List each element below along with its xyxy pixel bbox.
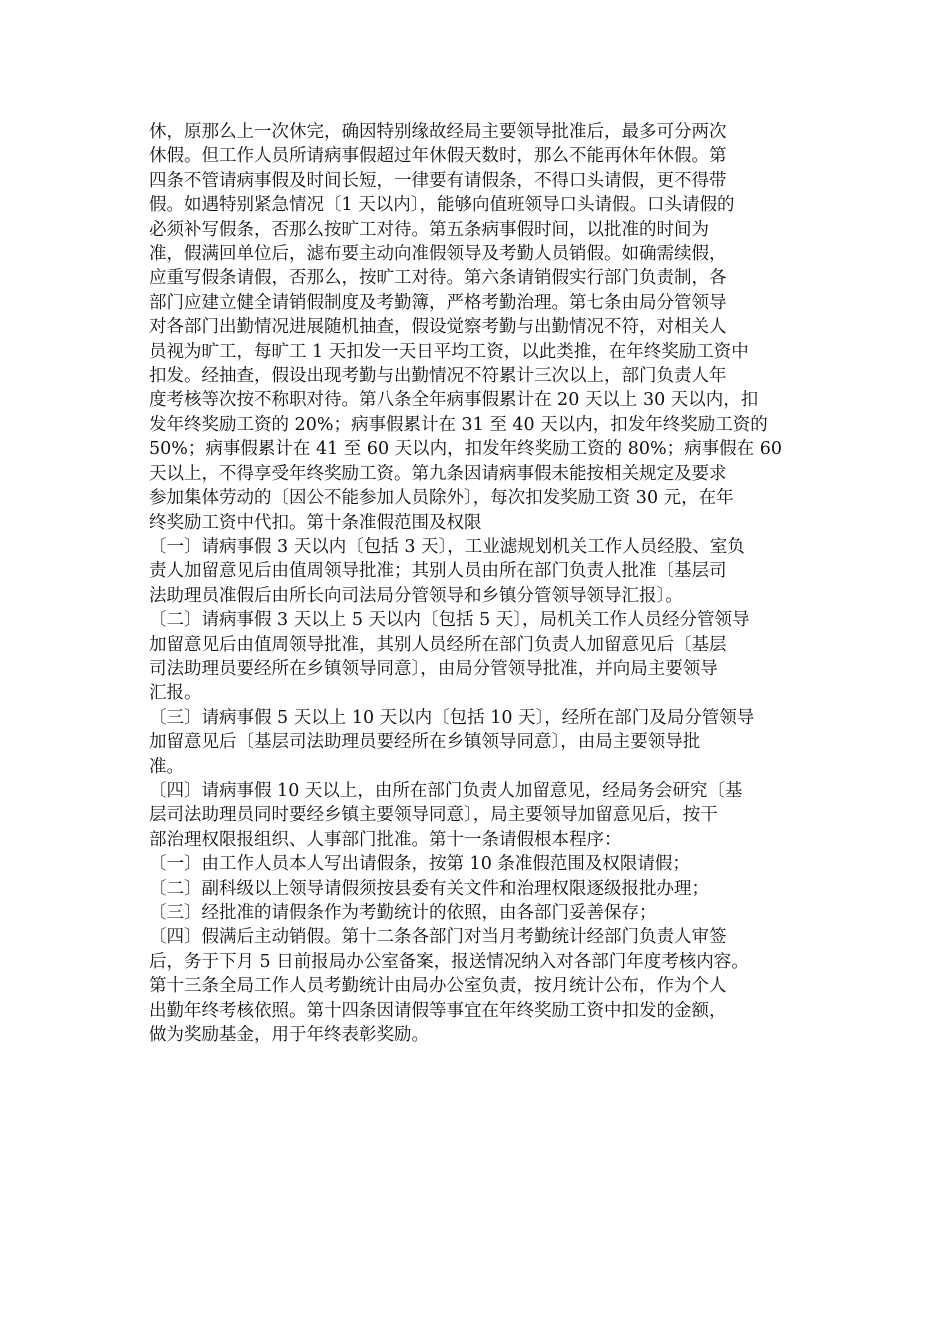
- text-line: 〔二〕请病事假 3 天以上 5 天以内〔包括 5 天〕，局机关工作人员经分管领导: [149, 610, 750, 631]
- text-line: 必须补写假条，否那么按旷工对待。第五条病事假时间，以批准的时间为: [149, 219, 709, 240]
- text-line: 假。如遇特别紧急情况〔1 天以内〕，能够向值班领导口头请假。口头请假的: [149, 195, 735, 216]
- text-line: 第十三条全局工作人员考勤统计由局办公室负责，按月统计公布，作为个人: [149, 976, 727, 997]
- document-page: [149, 120, 809, 1047]
- text-line: 四条不管请病事假及时间长短，一律要有请假条，不得口头请假，更不得带: [149, 170, 727, 191]
- text-line: 后，务于下月 5 日前报局办公室备案，报送情况纳入对各部门年度考核内容。: [149, 951, 749, 972]
- text-line: 加留意见后〔基层司法助理员要经所在乡镇领导同意〕，由局主要领导批: [149, 732, 701, 753]
- paragraph-leave-rules: [149, 120, 809, 535]
- text-line: 参加集体劳动的〔因公不能参加人员除外〕，每次扣发奖励工资 30 元，在年: [149, 488, 734, 509]
- paragraph-item-3: [149, 706, 809, 779]
- text-line: 〔四〕请病事假 10 天以上，由所在部门负责人加留意见，经局务会研究〔基: [149, 780, 743, 801]
- paragraph-item-4: [149, 779, 809, 852]
- text-line: 层司法助理员同时要经乡镇主要领导同意〕，局主要领导加留意见后，按干: [149, 805, 718, 826]
- text-line: 部门应建立健全请销假制度及考勤簿，严格考勤治理。第七条由局分管领导: [149, 292, 727, 313]
- text-line: 50%；病事假累计在 41 至 60 天以内，扣发年终奖励工资的 80%；病事假在 60: [149, 439, 782, 460]
- text-line: 应重写假条请假，否那么，按旷工对待。第六条请销假实行部门负责制，各: [149, 268, 727, 289]
- paragraph-procedure-4: [149, 925, 809, 1047]
- text-line: 度考核等次按不称职对待。第八条全年病事假累计在 20 天以上 30 天以内，扣: [149, 390, 759, 411]
- text-line: 发年终奖励工资的 20%；病事假累计在 31 至 40 天以内，扣发年终奖励工资的: [149, 414, 768, 435]
- paragraph-procedure-3: [149, 901, 809, 925]
- text-line: 终奖励工资中代扣。第十条准假范围及权限: [149, 512, 482, 533]
- paragraph-item-2: [149, 608, 809, 706]
- text-line: 汇报。: [149, 683, 202, 704]
- text-line: 休假。但工作人员所请病事假超过年休假天数时，那么不能再休年休假。第: [149, 146, 727, 167]
- text-line: 〔三〕经批准的请假条作为考勤统计的依照，由各部门妥善保存；: [149, 903, 657, 923]
- text-line: 扣发。经抽查，假设出现考勤与出勤情况不符累计三次以上，部门负责人年: [149, 366, 727, 387]
- text-line: 〔二〕副科级以上领导请假须按县委有关文件和治理权限逐级报批办理；: [149, 878, 709, 899]
- paragraph-procedure-1: [149, 852, 809, 876]
- text-line: 部治理权限报组织、人事部门批准。第十一条请假根本程序：: [149, 829, 622, 850]
- text-line: 〔一〕请病事假 3 天以内〔包括 3 天〕，工业滤规划机关工作人员经股、室负: [149, 536, 745, 557]
- text-line: 准，假满回单位后，滤布要主动向准假领导及考勤人员销假。如确需续假，: [149, 244, 727, 265]
- paragraph-item-1: [149, 535, 809, 608]
- text-line: 员视为旷工，每旷工 1 天扣发一天日平均工资，以此类推，在年终奖励工资中: [149, 341, 749, 362]
- text-line: 〔三〕请病事假 5 天以上 10 天以内〔包括 10 天〕，经所在部门及局分管领导: [149, 707, 755, 728]
- text-line: 〔四〕假满后主动销假。第十二条各部门对当月考勤统计经部门负责人审签: [149, 927, 727, 948]
- text-line: 对各部门出勤情况进展随机抽查，假设觉察考勤与出勤情况不符，对相关人: [149, 317, 727, 338]
- text-line: 〔一〕由工作人员本人写出请假条，按第 10 条准假范围及权限请假；: [149, 854, 690, 875]
- text-line: 法助理员准假后由所长向司法局分管领导和乡镇分管领导领导汇报〕。: [149, 585, 683, 606]
- text-line: 休，原那么上一次休完，确因特别缘故经局主要领导批准后，最多可分两次: [149, 122, 727, 142]
- text-line: 责人加留意见后由值周领导批准；其别人员由所在部门负责人批准〔基层司: [149, 561, 727, 582]
- text-line: 天以上，不得享受年终奖励工资。第九条因请病事假未能按相关规定及要求: [149, 463, 727, 484]
- text-line: 做为奖励基金，用于年终表彰奖励。: [149, 1025, 429, 1046]
- text-line: 出勤年终考核依照。第十四条因请假等事宜在年终奖励工资中扣发的金额，: [149, 1000, 727, 1021]
- text-line: 司法助理员要经所在乡镇领导同意〕，由局分管领导批准，并向局主要领导: [149, 658, 718, 679]
- text-line: 加留意见后由值周领导批准，其别人员经所在部门负责人加留意见后〔基层: [149, 634, 727, 655]
- text-line: 准。: [149, 756, 184, 777]
- paragraph-procedure-2: [149, 877, 809, 901]
